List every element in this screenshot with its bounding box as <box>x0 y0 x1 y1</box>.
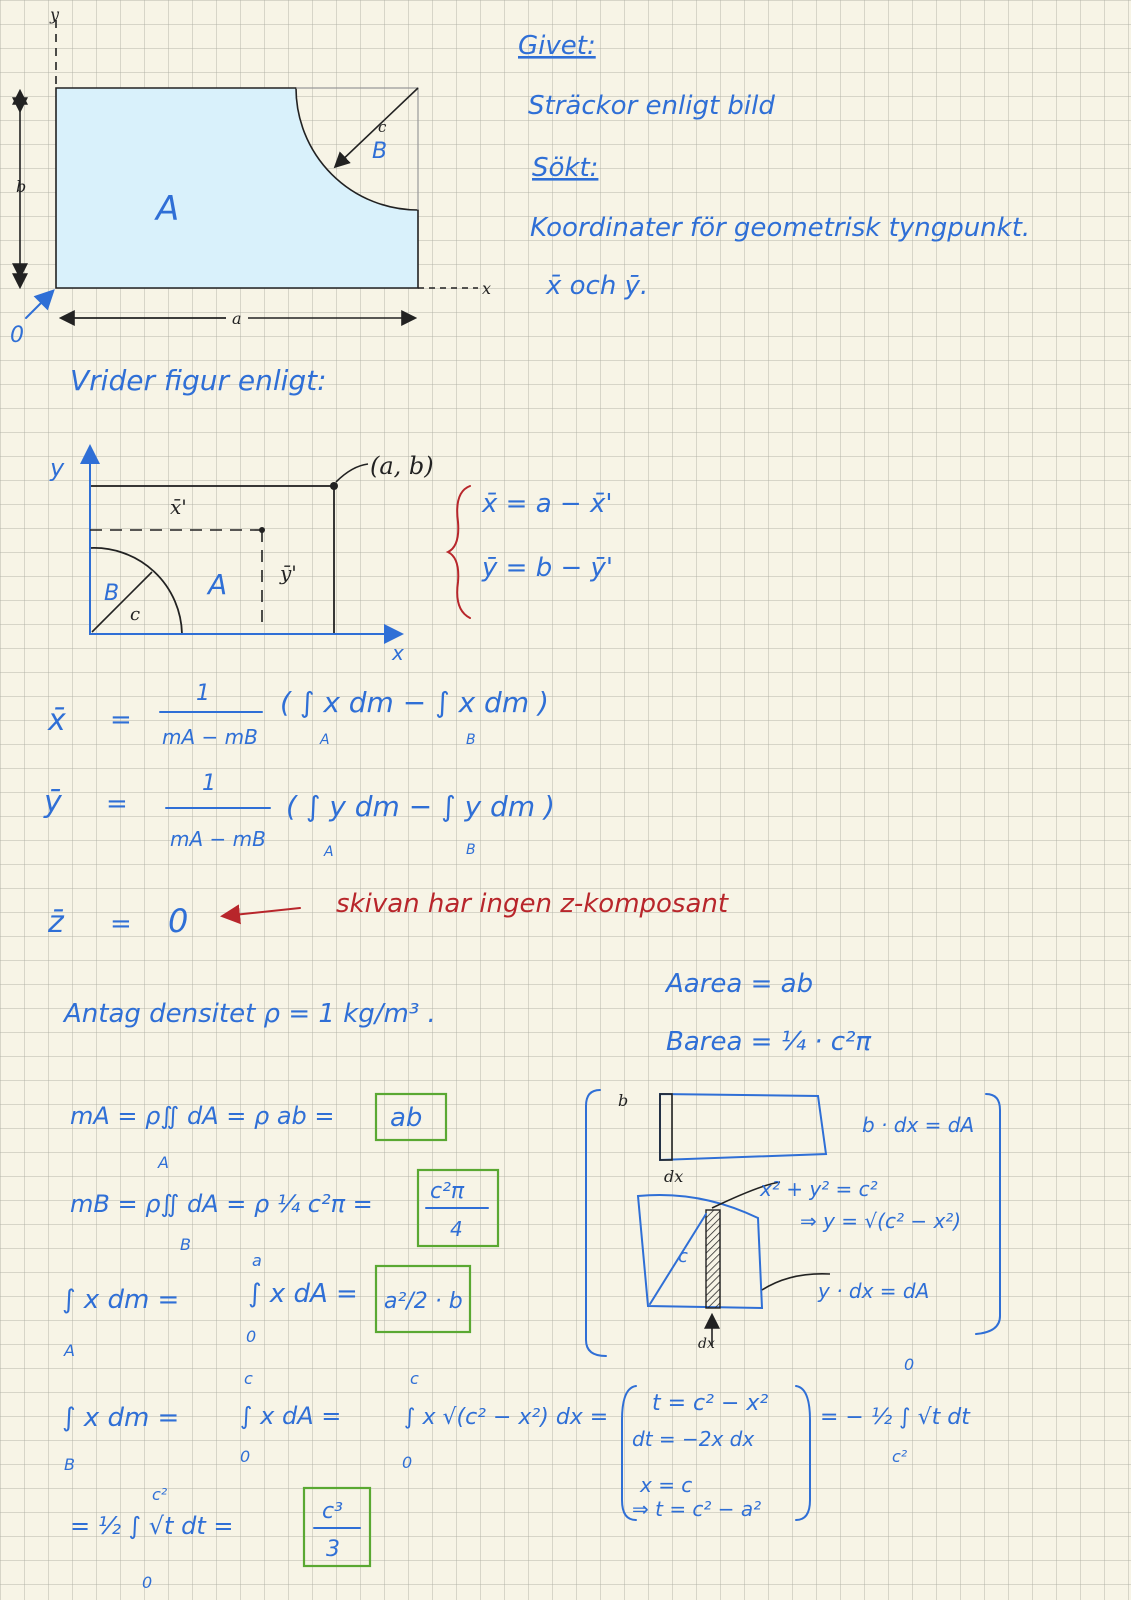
sketch-b-label: b <box>618 1091 629 1110</box>
fig1-c-label: c <box>378 118 387 136</box>
sketch-bracket-right <box>976 1094 1000 1334</box>
int-b-lo-1: 0 <box>240 1447 251 1466</box>
int-a-equation <box>62 1251 470 1360</box>
integration-sketch <box>586 1090 1000 1356</box>
transform-line-1: x̄ = a − x̄' <box>482 489 613 519</box>
rotate-text: Vrider figur enligt: <box>70 364 327 397</box>
ybar-num: 1 <box>202 771 216 796</box>
fig1-b-label: b <box>16 177 27 196</box>
sokt-text-2: x̄ och ȳ. <box>546 271 649 301</box>
subst-1: t = c² − x² <box>652 1391 769 1416</box>
fig2-region-b: B <box>104 581 120 606</box>
ybar-sub-b: B <box>466 842 476 858</box>
figure-1 <box>10 5 491 348</box>
sketch-circle-eq: x² + y² = c² <box>760 1177 878 1201</box>
xbar-eq: = <box>110 705 132 735</box>
givet-heading: Givet: <box>518 31 596 61</box>
sketch-implies: ⇒ y = √(c² − x²) <box>800 1209 962 1233</box>
zbar-eq: = <box>110 909 132 939</box>
sketch-da-1: b · dx = dA <box>862 1113 975 1137</box>
int-b-rhs: = − ½ ∫ √t dt <box>820 1405 970 1430</box>
int-b-hi-2: c <box>410 1369 419 1388</box>
ybar-eq: = <box>106 789 128 819</box>
int-b-hi-1: c <box>244 1369 253 1388</box>
fig2-corner-label: (a, b) <box>370 452 434 480</box>
givet-text: Sträckor enligt bild <box>528 91 775 121</box>
xbar-den: mA − mB <box>162 725 258 749</box>
int-a-mid: ∫ x dA = <box>248 1279 358 1309</box>
xbar-equation <box>47 681 549 749</box>
final-lo: 0 <box>142 1573 153 1592</box>
subst-3: x = c <box>640 1473 693 1497</box>
fig1-a-label: a <box>232 309 242 328</box>
int-a-lhs: ∫ x dm = <box>62 1285 180 1315</box>
transform-line-2: ȳ = b − ȳ' <box>482 553 614 583</box>
xbar-sub-b: B <box>466 732 476 748</box>
zbar-equation <box>47 889 729 940</box>
int-a-result: a²/2 · b <box>384 1289 463 1314</box>
ybar-den: mA − mB <box>170 827 266 851</box>
int-b-mid2: ∫ x √(c² − x²) dx = <box>404 1405 609 1430</box>
fig2-y-label: y <box>50 454 65 482</box>
shape-a-fill <box>56 88 418 288</box>
ybar-equation <box>43 771 555 860</box>
fig1-region-b: B <box>372 139 388 164</box>
fig2-x-label: x <box>392 641 404 665</box>
mb-result-den: 4 <box>450 1217 463 1241</box>
ybar-body: ( ∫ y dm − ∫ y dm ) <box>286 790 555 823</box>
mb-sub: B <box>180 1235 191 1254</box>
int-b-lhs: ∫ x dm = <box>62 1403 180 1433</box>
fig2-region-a: A <box>208 568 228 601</box>
int-a-hi: a <box>252 1251 262 1270</box>
sketch-bracket-left <box>586 1090 606 1356</box>
rect-strip-region <box>660 1094 826 1160</box>
header <box>518 31 1030 301</box>
zbar-val: 0 <box>168 902 189 940</box>
ybar-sub-a: A <box>324 844 334 860</box>
int-a-sub: A <box>64 1341 75 1360</box>
red-brace <box>448 486 470 618</box>
origin-arrow <box>26 292 52 318</box>
ma-lhs: mA = ρ∬ dA = ρ ab = <box>70 1102 335 1130</box>
fig2-xbar-prime: x̄' <box>170 495 187 519</box>
final-result-den: 3 <box>326 1537 340 1562</box>
int-b-sub: B <box>64 1455 75 1474</box>
mb-lhs: mB = ρ∬ dA = ρ ¼ c²π = <box>70 1190 373 1218</box>
ma-result: ab <box>390 1103 423 1133</box>
fig1-origin-label: 0 <box>10 323 24 348</box>
xbar-body: ( ∫ x dm − ∫ x dm ) <box>280 686 549 719</box>
sketch-c-label: c <box>678 1246 688 1267</box>
xbar-lhs: x̄ <box>48 703 66 738</box>
sketch-da-2: y · dx = dA <box>818 1279 930 1303</box>
subst-2: dt = −2x dx <box>632 1427 755 1451</box>
xbar-num: 1 <box>196 681 210 706</box>
subst-4: ⇒ t = c² − a² <box>632 1497 762 1521</box>
final-equation <box>70 1485 370 1592</box>
sketch-dx-1: dx <box>664 1167 684 1186</box>
int-b-lo-2: 0 <box>402 1453 413 1472</box>
final-lhs: = ½ ∫ √t dt = <box>70 1512 234 1540</box>
final-result-num: c³ <box>322 1499 343 1524</box>
fig2-c-label: c <box>130 604 141 625</box>
hatched-strip <box>706 1210 720 1308</box>
int-b-mid1: ∫ x dA = <box>240 1402 342 1430</box>
zbar-note: skivan har ingen z-komposant <box>336 889 729 919</box>
sketch-dx-2: dx <box>698 1336 715 1352</box>
fig1-x-label: x <box>482 279 492 298</box>
zbar-lhs: z̄ <box>48 905 64 940</box>
quarter-region <box>638 1195 762 1308</box>
fig2-ybar-prime: ȳ' <box>280 561 297 585</box>
mb-equation <box>70 1170 498 1254</box>
ma-sub: A <box>158 1153 169 1172</box>
transform-system <box>448 486 613 618</box>
int-a-lo: 0 <box>246 1327 257 1346</box>
area-b: Barea = ¼ · c²π <box>666 1027 872 1057</box>
sokt-heading: Sökt: <box>532 153 599 183</box>
int-b-rhs-hi: 0 <box>904 1355 915 1374</box>
figure-2 <box>49 448 434 665</box>
fig1-region-a: A <box>156 189 180 229</box>
area-a: Aarea = ab <box>666 969 814 999</box>
sokt-text: Koordinater för geometrisk tyngpunkt. <box>530 213 1031 243</box>
ma-equation <box>70 1094 446 1172</box>
int-b-rhs-lo: c² <box>892 1447 908 1466</box>
fig1-y-label: y <box>50 5 60 24</box>
density-text: Antag densitet ρ = 1 kg/m³ . <box>64 999 436 1029</box>
substitution-bracket-right <box>796 1386 810 1520</box>
ybar-lhs: ȳ <box>44 785 62 820</box>
int-b-equation <box>62 1355 971 1521</box>
xbar-sub-a: A <box>320 732 330 748</box>
mb-result-num: c²π <box>430 1179 465 1204</box>
final-hi: c² <box>152 1485 168 1504</box>
